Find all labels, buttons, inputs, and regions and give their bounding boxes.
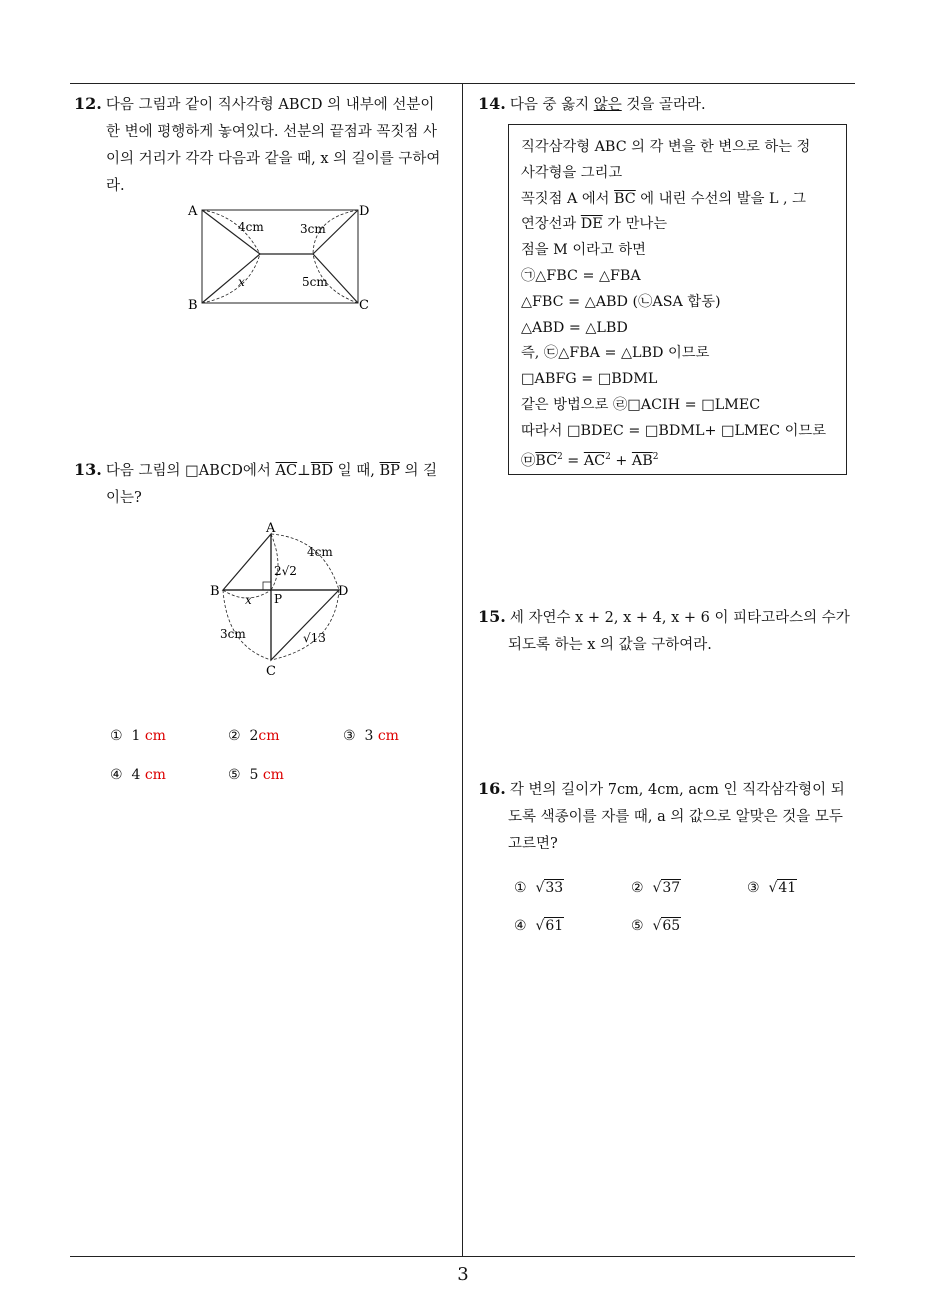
segment-bp: $\overline{BP}$: [379, 463, 400, 479]
vertex-label-c: C: [359, 298, 369, 313]
bottom-rule: [70, 1256, 855, 1257]
proof-line: 연장선과 $\overline{DE}$ 가 만나는: [521, 216, 668, 233]
vertex-label-a: A: [188, 204, 198, 219]
question-number: 15.: [478, 607, 506, 626]
proof-line: 즉, ㉢△FBA = △LBD 이므로: [521, 345, 710, 362]
question-number: 16.: [478, 779, 506, 798]
point-label-p: P: [274, 592, 283, 606]
length-label-4cm: 4cm: [307, 545, 333, 559]
proof-line: 따라서 □BDEC = □BDML+ □LMEC 이므로: [521, 422, 827, 439]
vertex-label-b: B: [188, 298, 198, 313]
question-text-line: 다음 그림과 같이 직사각형 ABCD 의 내부에 선분이: [105, 97, 435, 113]
question-13: [74, 456, 456, 512]
q13-quadrilateral-figure: [205, 518, 355, 680]
question-number: 13.: [74, 460, 102, 479]
length-label-x: x: [245, 593, 252, 607]
q12-rectangle-figure: [180, 198, 380, 316]
question-number: 14.: [478, 94, 506, 113]
question-text-line: 한 변에 평행하게 놓여있다. 선분의 끝점과 꼭짓점 사: [106, 124, 438, 140]
question-text-line: 도록 색종이를 자를 때, a 의 값으로 알맞은 것을 모두: [508, 809, 843, 825]
segment-ac: $\overline{AC}$: [275, 463, 298, 479]
question-text-line: 고르면?: [508, 836, 558, 852]
question-15: [478, 603, 860, 659]
length-label-3cm: 3cm: [300, 222, 326, 236]
proof-line: 같은 방법으로 ㉣□ACIH = □LMEC: [521, 396, 761, 413]
length-label-2root2: 2√2: [274, 564, 297, 578]
choice-4[interactable]: ④ 4 cm: [110, 767, 166, 783]
vertex-label-b: B: [210, 584, 220, 599]
proof-line: □ABFG = □BDML: [521, 371, 658, 388]
proof-line: 점을 M 이라고 하면: [521, 242, 646, 259]
choice-2[interactable]: ② 2cm: [228, 728, 280, 744]
page-number: 3: [457, 1264, 469, 1285]
proof-line: $㉤\overline{BC}^2 = \overline{AC}^2 + \overline{AB}^2$: [521, 451, 659, 469]
length-label-root13: √13: [303, 631, 326, 645]
question-number: 12.: [74, 94, 102, 113]
vertex-label-a: A: [266, 521, 276, 536]
vertex-label-d: D: [338, 584, 349, 599]
choice-1[interactable]: ① √33: [514, 880, 564, 896]
proof-line: 직각삼각형 ABC 의 각 변을 한 변으로 하는 정: [521, 139, 811, 155]
question-12: [74, 90, 456, 200]
choice-5[interactable]: ⑤ 5 cm: [228, 767, 284, 783]
choice-5[interactable]: ⑤ √65: [631, 918, 681, 934]
column-divider: [462, 83, 463, 1256]
question-text: 다음 그림의 □ABCD에서: [105, 463, 276, 479]
question-text-line: 라.: [106, 178, 125, 194]
question-text-line: 이는?: [106, 490, 142, 506]
question-text-line: 이의 거리가 각각 다음과 같을 때, x 의 길이를 구하여: [106, 151, 441, 167]
question-16: [478, 775, 860, 858]
length-label-4cm: 4cm: [238, 220, 264, 234]
proof-line: 사각형을 그리고: [521, 164, 623, 181]
question-text: 것을 골라라.: [621, 97, 706, 113]
length-label-3cm: 3cm: [220, 627, 246, 641]
underlined-text: 않은: [593, 97, 622, 113]
segment-bd: $\overline{BD}$: [310, 463, 334, 479]
question-text-line: 되도록 하는 x 의 값을 구하여라.: [508, 637, 712, 653]
proof-line: ㉠△FBC = △FBA: [521, 267, 641, 284]
question-text: 일 때,: [333, 463, 380, 479]
choice-2[interactable]: ② √37: [631, 880, 681, 896]
vertex-label-c: C: [266, 664, 276, 679]
choice-3[interactable]: ③ √41: [747, 880, 797, 896]
perp-symbol: ⊥: [297, 463, 311, 479]
question-text: 의 길: [399, 463, 438, 479]
q14-proof-box: [508, 124, 847, 475]
question-text-line: 세 자연수 x + 2, x + 4, x + 6 이 피타고라스의 수가: [509, 610, 850, 626]
question-text-line: 각 변의 길이가 7cm, 4cm, acm 인 직각삼각형이 되: [509, 782, 845, 798]
proof-line: △ABD = △LBD: [521, 319, 628, 336]
choice-1[interactable]: ① 1 cm: [110, 728, 166, 744]
question-text: 다음 중 옳지: [509, 97, 594, 113]
vertex-label-d: D: [359, 204, 370, 219]
proof-line: △FBC = △ABD (㉡ASA 합동): [521, 293, 721, 310]
choice-3[interactable]: ③ 3 cm: [343, 728, 399, 744]
question-14: [478, 90, 858, 119]
length-label-x: x: [238, 275, 245, 289]
length-label-5cm: 5cm: [302, 275, 328, 289]
proof-line: 꼭짓점 A 에서 $\overline{BC}$ 에 내린 수선의 발을 L , 그: [521, 190, 806, 207]
choice-4[interactable]: ④ √61: [514, 918, 564, 934]
